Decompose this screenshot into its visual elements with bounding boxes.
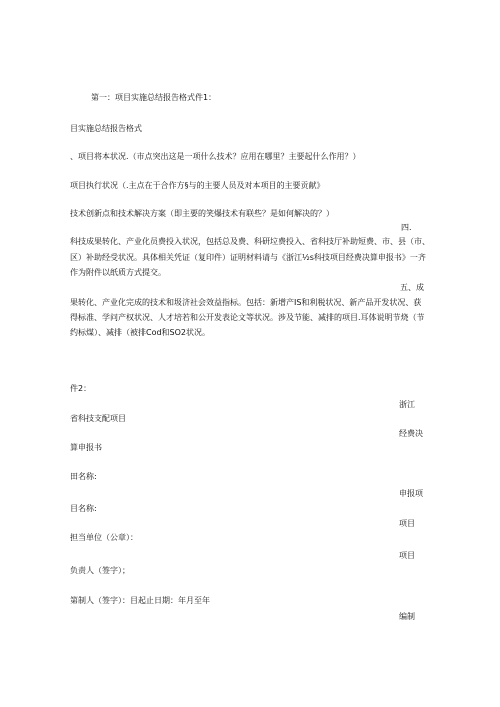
item-5-line-1: 果转化、产业化完成的技术和圾济社会效益指标。包括：新增产IS和利税状况、新产品开发状况、获 bbox=[70, 298, 422, 307]
item-4-number: 四. bbox=[401, 223, 412, 232]
annex-2-label: 件2： bbox=[70, 384, 92, 393]
item-1: 、项目将本状况.（市点突出这是一项什么技术？应用在哪里？主要起什么作用？） bbox=[70, 152, 361, 161]
project-text-2: 项目 bbox=[399, 551, 415, 560]
item-5-number: 五、成 bbox=[400, 283, 424, 292]
province-project-text: 省科技支配项目 bbox=[70, 414, 126, 423]
item-4-line-1: 科技成果转化、产业化员费投入状况，包括总及费、科研垃费投入、省科技厅补助短费、市、县（市、 bbox=[70, 237, 430, 246]
preparer-dates-label: 第制人（签字）：目起止日期：年月至年 bbox=[70, 596, 210, 605]
budget-text: 经费决 bbox=[399, 429, 423, 438]
project-name-label: 目名称: bbox=[70, 504, 97, 513]
undertaking-unit-label: 担当单位（公章）： bbox=[70, 533, 138, 542]
report-title: 目实施总结报告格式 bbox=[70, 124, 142, 133]
item-3: 技术创新点和技术解决方案（即主要的笑爆技术有联些？是如何解决的？） bbox=[70, 209, 334, 218]
item-2: 项目执行状况（.主点在于合作方§与的主要人员及对本项目的主要贡献》 bbox=[70, 181, 325, 190]
compile-text: 编制 bbox=[399, 612, 415, 621]
item-4-line-2: 区）补助经受状况。具体相关凭证（复印件）证明材料请与《浙江½s科技项目经费决算申报书》一齐 bbox=[70, 253, 426, 262]
item-5-line-3: 约标煤）、减排（被排Cod和SO2状况。 bbox=[70, 328, 211, 337]
field-name-label: 田名称: bbox=[70, 472, 97, 481]
item-4-line-3: 作为附件以纸质方式提交。 bbox=[70, 268, 166, 277]
item-5-line-2: 得标准、学问产权状况、人才培若和公开发表论文等状况。涉及节能、减排的项目.耳体说明节烧（节 bbox=[70, 313, 425, 322]
project-text-1: 项目 bbox=[399, 519, 415, 528]
zhejiang-text: 浙江 bbox=[399, 400, 415, 409]
apply-item-text: 申报项 bbox=[399, 489, 423, 498]
annex1-heading: 第一：项目实施总结报告格式件1： bbox=[91, 93, 217, 102]
leader-label: 负责人（签字）； bbox=[70, 566, 130, 575]
report-book-text: 算申报书 bbox=[70, 443, 102, 452]
